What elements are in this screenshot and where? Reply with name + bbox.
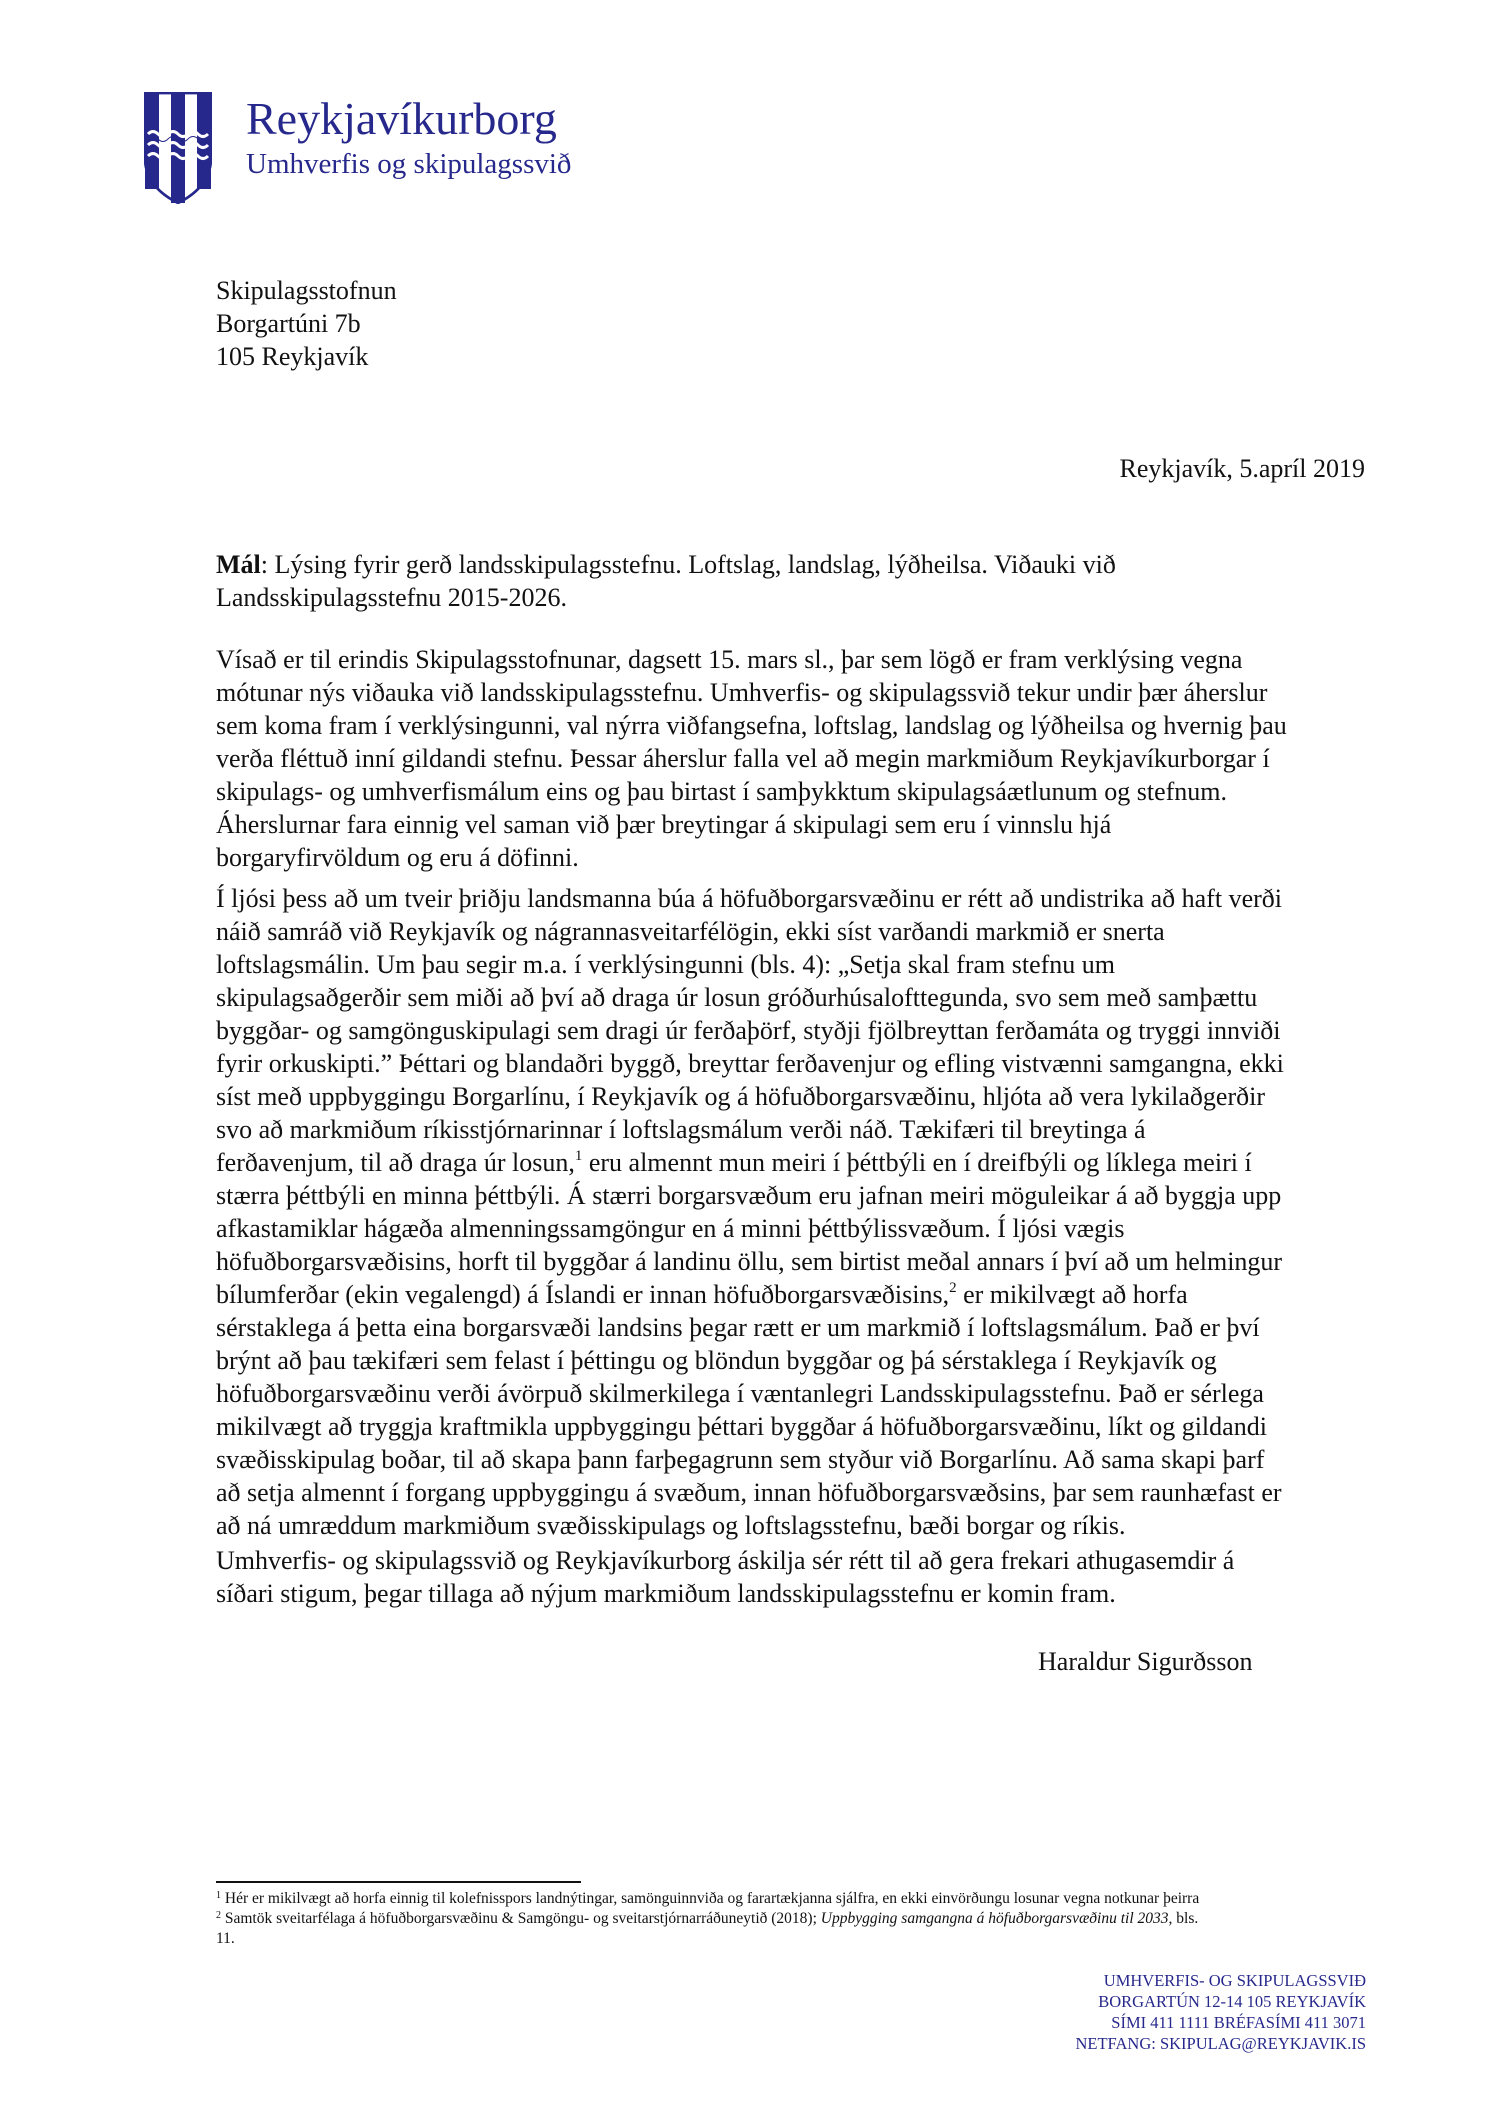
text-line: að ná umræddum markmiðum svæðisskipulags og loftslagsstefnu, bæði borgar og ríkis.: [216, 1511, 1126, 1540]
subject-label: Mál: [216, 550, 261, 579]
contact-footer: [1075, 1970, 1366, 2054]
text-segment: er mikilvægt að horfa: [956, 1280, 1188, 1309]
text-line: verða fléttuð inní gildandi stefnu. Þessar áherslur falla vel að megin markmiðum Reykjavíkurborgar í: [216, 744, 1270, 773]
footnote-2-text: Samtök sveitarfélaga á höfuðborgarsvæðinu & Samgöngu- og sveitarstjórnarráðuneytið (2018);: [221, 1910, 821, 1927]
text-line: fyrir orkuskipti.” Þéttari og blandaðri byggð, breyttar ferðavenjur og efling vistvænni samgangna, ekki: [216, 1049, 1284, 1078]
text-segment: ferðavenjum, til að draga úr losun,: [216, 1148, 575, 1177]
signature-name: Haraldur Sigurðsson: [1038, 1647, 1253, 1676]
text-line: Í ljósi þess að um tveir þriðju landsmanna búa á höfuðborgarsvæðinu er rétt að undistrika að haft verði: [216, 884, 1282, 913]
footnote-1-text: Hér er mikilvægt að horfa einnig til kolefnisspors landnýtingar, samönguinnviða og farartækjanna sjálfra, en ekki einvörðungu losunar vegna notkunar þeirra: [221, 1890, 1200, 1907]
text-line: sem koma fram í verklýsingunni, val nýrra viðfangsefna, loftslag, landslag og lýðheilsa og hvernig þau: [216, 711, 1287, 740]
footnote-2: [216, 1909, 1371, 1929]
text-line: svo að markmiðum ríkisstjórnarinnar í loftslagsmálum verði náð. Tækifæri til breytinga á: [216, 1115, 1146, 1144]
text-line: [216, 1146, 1366, 1179]
contact-phone: SÍMI 411 1111 BRÉFASÍMI 411 3071: [1111, 2013, 1366, 2032]
recipient-street: Borgartúni 7b: [216, 309, 361, 338]
text-line: höfuðborgarsvæðisins, horft til byggðar á landinu öllu, sem birtist meðal annars í því að um helmingur: [216, 1247, 1283, 1276]
text-line: Umhverfis- og skipulagssvið og Reykjavíkurborg áskilja sér rétt til að gera frekari athugasemdir á: [216, 1546, 1235, 1575]
contact-dept: UMHVERFIS- OG SKIPULAGSSVIÐ: [1103, 1971, 1366, 1990]
text-line: síst með uppbyggingu Borgarlínu, í Reykjavík og á höfuðborgarsvæðinu, hljóta að vera lykilaðgerðir: [216, 1082, 1265, 1111]
text-segment: bílumferðar (ekin vegalengd) á Íslandi er innan höfuðborgarsvæðisins,: [216, 1280, 950, 1309]
recipient-name: Skipulagsstofnun: [216, 276, 397, 305]
subject-text: : Lýsing fyrir gerð landsskipulagsstefnu. Loftslag, landslag, lýðheilsa. Viðauki við: [260, 550, 1116, 579]
footnote-divider: [216, 1881, 581, 1883]
subject: [216, 548, 1366, 614]
text-line: stærra þéttbýli en minna þéttbýli. Á stærri borgarsvæðum eru jafnan meiri möguleikar á að byggja upp: [216, 1181, 1282, 1210]
text-line: síðari stigum, þegar tillaga að nýjum markmiðum landsskipulagsstefnu er komin fram.: [216, 1579, 1116, 1608]
text-line: byggðar- og samgönguskipulagi sem dragi úr ferðaþörf, styðji fjölbreyttan ferðamáta og tryggi innviði: [216, 1016, 1281, 1045]
footnote-2-pages: bls.: [1172, 1910, 1199, 1927]
text-line: Vísað er til erindis Skipulagsstofnunar, dagsett 15. mars sl., þar sem lögð er fram verklýsing vegna: [216, 645, 1243, 674]
text-line: svæðisskipulag boðar, til að skapa þann farþegagrunn sem styður við Borgarlínu. Að sama skapi þarf: [216, 1445, 1265, 1474]
org-name: Reykjavíkurborg: [246, 93, 557, 144]
paragraph-3: [216, 1544, 1366, 1610]
text-line: brýnt að þau tækifæri sem felast í þéttingu og blöndun byggðar og þá sérstaklega í Reykjavík og: [216, 1346, 1217, 1375]
text-line: mótunar nýs viðauka við landsskipulagsstefnu. Umhverfis- og skipulagssvið tekur undir þær áherslur: [216, 678, 1268, 707]
text-line: skipulagsaðgerðir sem miði að því að draga úr losun gróðurhúsalofttegunda, svo sem með samþættu: [216, 983, 1258, 1012]
footnote-marker-2: 2: [216, 1910, 221, 1921]
reykjavik-coat-of-arms-icon: [144, 92, 212, 204]
text-line: skipulags- og umhverfismálum eins og þau birtast í samþykktum skipulagsáætlunum og stefnum.: [216, 777, 1228, 806]
recipient-city: 105 Reykjavík: [216, 342, 369, 371]
text-line: loftslagsmálin. Um þau segir m.a. í verklýsingunni (bls. 4): „Setja skal fram stefnu um: [216, 950, 1116, 979]
paragraph-2: [216, 882, 1366, 1542]
footnote-marker-1: 1: [216, 1890, 221, 1901]
contact-address: BORGARTÚN 12-14 105 REYKJAVÍK: [1098, 1992, 1366, 2011]
text-line: sérstaklega á þetta eina borgarsvæði landsins þegar rætt er um markmið í loftslagsmálum. Það er því: [216, 1313, 1260, 1342]
footnote-ref-2[interactable]: 2: [949, 1280, 957, 1296]
letter-date: Reykjavík, 5.apríl 2019: [1119, 454, 1365, 483]
footnote-2-title: Uppbygging samgangna á höfuðborgarsvæðinu til 2033,: [820, 1910, 1173, 1927]
text-segment: eru almennt mun meiri í þéttbýli en í dreifbýli og líklega meiri í: [582, 1148, 1252, 1177]
recipient-address: [216, 274, 397, 373]
footnote-ref-1[interactable]: 1: [574, 1148, 583, 1164]
paragraph-1: [216, 643, 1366, 874]
text-line: [216, 1278, 1366, 1311]
text-line: Áherslurnar fara einnig vel saman við þær breytingar á skipulagi sem eru í vinnslu hjá: [216, 810, 1112, 839]
text-line: afkastamiklar hágæða almenningssamgöngur en á minni þéttbýlissvæðum. Í ljósi vægis: [216, 1214, 1125, 1243]
footnotes: [216, 1889, 1371, 1949]
text-line: að setja almennt í forgang uppbyggingu á svæðum, innan höfuðborgarsvæðsins, þar sem raunhæfast er: [216, 1478, 1282, 1507]
footnote-2-cont: 11.: [216, 1930, 235, 1947]
text-line: mikilvægt að tryggja kraftmikla uppbyggingu þéttari byggðar á höfuðborgarsvæðinu, líkt og gildandi: [216, 1412, 1267, 1441]
text-line: náið samráð við Reykjavík og nágrannasveitarfélögin, ekki síst varðandi markmið er snerta: [216, 917, 1165, 946]
text-line: borgaryfirvöldum og eru á döfinni.: [216, 843, 579, 872]
subject-text-cont: Landsskipulagsstefnu 2015-2026.: [216, 583, 567, 612]
footnote-1: [216, 1889, 1371, 1909]
text-line: höfuðborgarsvæðinu verði ávörpuð skilmerkilega í væntanlegri Landsskipulagsstefnu. Það er sérlega: [216, 1379, 1264, 1408]
department-name: Umhverfis og skipulagssvið: [246, 148, 572, 180]
contact-email[interactable]: NETFANG: SKIPULAG@REYKJAVIK.IS: [1075, 2034, 1366, 2053]
